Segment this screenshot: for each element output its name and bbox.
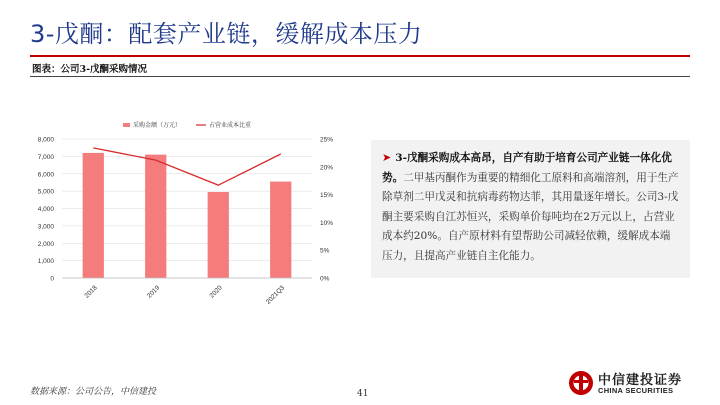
left-axis-tick-label: 2,000	[37, 240, 54, 248]
logo-emblem-icon	[568, 369, 594, 397]
right-axis-tick-label: 5%	[320, 247, 330, 255]
right-axis-tick-label: 15%	[320, 192, 334, 200]
source-note: 数据来源：公司公告，中信建投	[30, 387, 157, 397]
arrow-bullet-icon: ➤	[382, 151, 392, 164]
bar	[270, 182, 291, 278]
left-axis-tick-label: 3,000	[37, 223, 54, 231]
legend-label-bar: 采购金额（万元）	[133, 122, 182, 129]
ratio-line	[93, 148, 281, 185]
left-axis-tick-label: 4,000	[37, 206, 54, 213]
bar	[83, 153, 104, 278]
right-axis-tick-label: 10%	[320, 219, 334, 227]
right-axis-tick-label: 0%	[320, 275, 330, 283]
left-axis-tick-label: 5,000	[37, 188, 54, 196]
company-logo	[568, 368, 698, 398]
left-axis-tick-label: 0	[50, 275, 54, 283]
summary-body: 二甲基丙酮作为重要的精细化工原料和高端溶剂，用于生产除草剂二甲戊灵和抗病毒药物达菲，其用量逐年增长。公司3-戊酮主要采购自江苏恒兴，采购单价每吨均在2万元以上，占营业成本约20%。自产原材料有望帮助公司减轻依赖，缓解成本端压力，且提高产业链自主化能力。	[382, 171, 679, 262]
page-number: 41	[357, 389, 369, 399]
right-axis-tick-label: 25%	[320, 136, 334, 144]
left-axis-tick-label: 7,000	[37, 153, 54, 161]
right-axis-tick-label: 20%	[320, 164, 334, 172]
logo-name-cn: 中信建投证券	[598, 373, 683, 388]
bar	[208, 192, 229, 278]
chart-caption: 图表：公司3-戊酮采购情况	[32, 64, 148, 75]
category-tick-label: 2020	[208, 284, 224, 300]
page-title: 3-戊酮：配套产业链，缓解成本压力	[30, 20, 423, 48]
legend-swatch-bar	[123, 123, 130, 127]
category-tick-label: 2018	[83, 284, 99, 300]
left-axis-tick-label: 1,000	[37, 258, 54, 266]
category-tick-label: 2021Q3	[264, 284, 287, 306]
left-axis-tick-label: 8,000	[37, 136, 54, 144]
category-tick-label: 2019	[145, 284, 162, 300]
legend-label-line: 占营业成本比重	[209, 122, 252, 129]
left-axis-tick-label: 6,000	[37, 171, 54, 179]
bar	[145, 155, 166, 278]
logo-name-en: CHINA SECURITIES	[598, 386, 674, 395]
summary-bold: 3-戊酮采购成本高昂，自产有助于培育公司产业链一体化优势。	[382, 152, 672, 184]
summary-text	[382, 148, 680, 266]
